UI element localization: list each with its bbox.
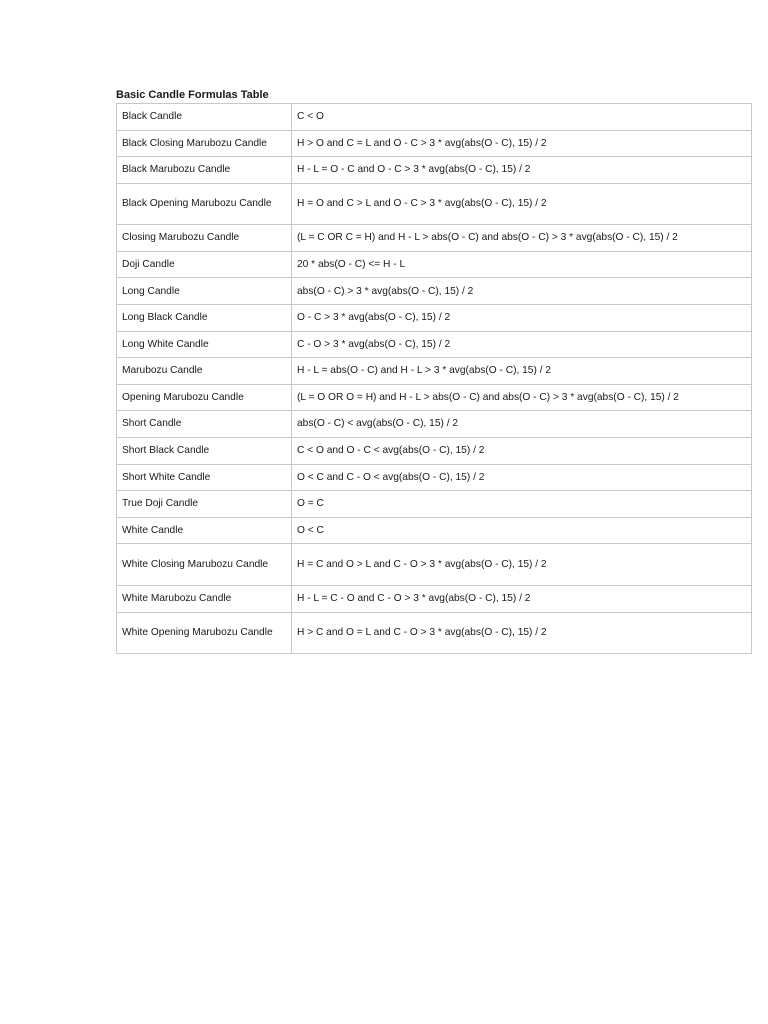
candle-name-cell: White Opening Marubozu Candle [117, 612, 292, 654]
formula-cell: (L = C OR C = H) and H - L > abs(O - C) and abs(O - C) > 3 * avg(abs(O - C), 15) / 2 [292, 225, 752, 252]
candle-name-cell: Closing Marubozu Candle [117, 225, 292, 252]
formula-cell: C - O > 3 * avg(abs(O - C), 15) / 2 [292, 331, 752, 358]
table-row [117, 358, 752, 385]
formula-cell: H = O and C > L and O - C > 3 * avg(abs(O - C), 15) / 2 [292, 183, 752, 225]
formula-cell: H > C and O = L and C - O > 3 * avg(abs(O - C), 15) / 2 [292, 612, 752, 654]
candle-name-cell: Short Candle [117, 411, 292, 438]
formula-cell: H > O and C = L and O - C > 3 * avg(abs(O - C), 15) / 2 [292, 130, 752, 157]
candle-name-cell: Long White Candle [117, 331, 292, 358]
table-row [117, 225, 752, 252]
formula-cell: H - L = O - C and O - C > 3 * avg(abs(O - C), 15) / 2 [292, 157, 752, 184]
table-title: Basic Candle Formulas Table [116, 89, 269, 101]
table-row [117, 305, 752, 332]
candle-name-cell: Long Black Candle [117, 305, 292, 332]
candle-name-cell: White Marubozu Candle [117, 585, 292, 612]
formula-cell: C < O [292, 104, 752, 131]
table-row [117, 585, 752, 612]
candle-name-cell: Marubozu Candle [117, 358, 292, 385]
candle-name-cell: Black Opening Marubozu Candle [117, 183, 292, 225]
table-row [117, 491, 752, 518]
candle-name-cell: Black Marubozu Candle [117, 157, 292, 184]
candle-name-cell: White Candle [117, 517, 292, 544]
candle-formulas-table [116, 103, 752, 654]
formula-cell: O < C and C - O < avg(abs(O - C), 15) / 2 [292, 464, 752, 491]
table-row [117, 411, 752, 438]
candle-name-cell: Doji Candle [117, 251, 292, 278]
candle-name-cell: Short Black Candle [117, 438, 292, 465]
candle-name-cell: Short White Candle [117, 464, 292, 491]
formula-cell: O < C [292, 517, 752, 544]
candle-name-cell: Black Candle [117, 104, 292, 131]
candle-name-cell: Black Closing Marubozu Candle [117, 130, 292, 157]
table-row [117, 517, 752, 544]
candle-name-cell: Long Candle [117, 278, 292, 305]
table-row [117, 130, 752, 157]
table-row [117, 278, 752, 305]
table-row [117, 104, 752, 131]
formula-cell: C < O and O - C < avg(abs(O - C), 15) / 2 [292, 438, 752, 465]
table-row [117, 384, 752, 411]
formula-cell: O - C > 3 * avg(abs(O - C), 15) / 2 [292, 305, 752, 332]
table-row [117, 331, 752, 358]
formula-cell: O = C [292, 491, 752, 518]
formula-cell: H = C and O > L and C - O > 3 * avg(abs(O - C), 15) / 2 [292, 544, 752, 586]
table-row [117, 464, 752, 491]
table-row [117, 612, 752, 654]
table-row [117, 438, 752, 465]
formula-cell: abs(O - C) > 3 * avg(abs(O - C), 15) / 2 [292, 278, 752, 305]
table-row [117, 183, 752, 225]
formula-cell: (L = O OR O = H) and H - L > abs(O - C) and abs(O - C) > 3 * avg(abs(O - C), 15) / 2 [292, 384, 752, 411]
formula-cell: H - L = abs(O - C) and H - L > 3 * avg(abs(O - C), 15) / 2 [292, 358, 752, 385]
candle-name-cell: White Closing Marubozu Candle [117, 544, 292, 586]
table-row [117, 157, 752, 184]
formula-cell: abs(O - C) < avg(abs(O - C), 15) / 2 [292, 411, 752, 438]
formula-cell: 20 * abs(O - C) <= H - L [292, 251, 752, 278]
candle-name-cell: Opening Marubozu Candle [117, 384, 292, 411]
candle-name-cell: True Doji Candle [117, 491, 292, 518]
table-row [117, 544, 752, 586]
formula-cell: H - L = C - O and C - O > 3 * avg(abs(O - C), 15) / 2 [292, 585, 752, 612]
table-row [117, 251, 752, 278]
document-page [116, 88, 751, 654]
